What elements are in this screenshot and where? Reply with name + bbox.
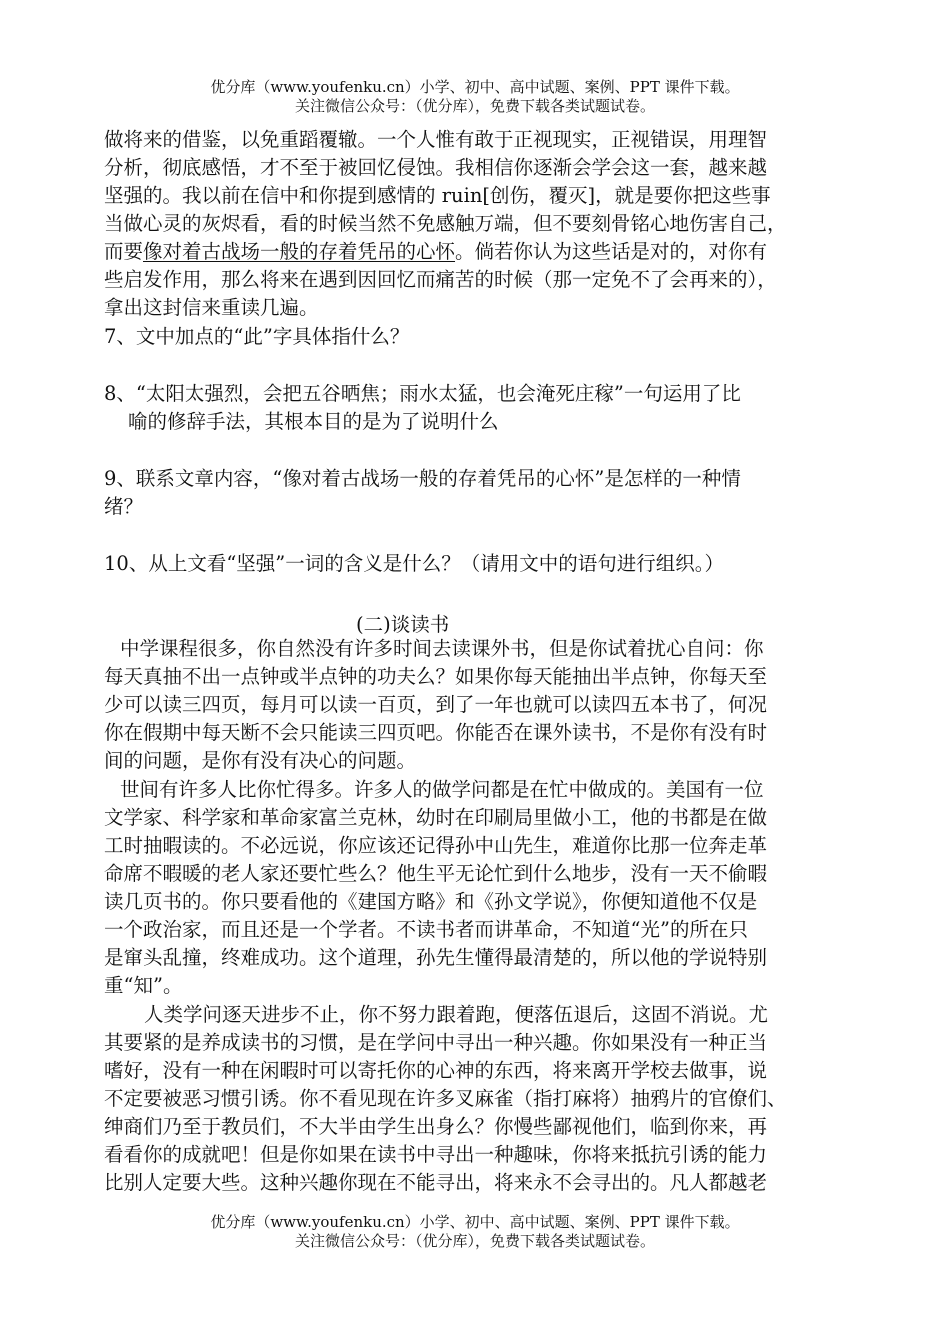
passage-text: 而要 [104,240,144,263]
question-10: 10、从上文看“坚强”一词的含义是什么？（请用文中的语句进行组织。） [104,552,725,575]
question-8: 8、“太阳太强烈，会把五谷晒焦；雨水太猛，也会淹死庄稼”一句运用了比 [104,382,741,405]
passage-text: 。倘若你认为这些话是对的，对你有 [455,240,768,263]
paragraph-1-line: 少可以读三四页，每月可以读一百页，到了一年也就可以读四五本书了，何况 [104,693,768,716]
paragraph-2-line: 读几页书的。你只要看他的《建国方略》和《孙文学说》，你便知道他不仅是 [104,890,758,913]
section-title: (二)谈读书 [356,613,450,636]
page-header [0,78,950,116]
paragraph-3-line: 嗜好，没有一种在闲暇时可以寄托你的心神的东西，将来离开学校去做事，说 [104,1059,768,1082]
underlined-phrase: 像对着古战场一般的存着凭吊的心怀 [143,240,456,263]
paragraph-1-line: 你在假期中每天断不会只能读三四页吧。你能否在课外读书，不是你有没有时 [104,721,768,744]
paragraph-3-line: 比别人定要大些。这种兴趣你现在不能寻出，将来永不会寻出的。凡人都越老 [104,1171,768,1194]
paragraph-3-line: 不定要被恶习惯引诱。你不看见现在许多叉麻雀（指打麻将）抽鸦片的官僚们、 [104,1087,787,1110]
paragraph-2-line: 文学家、科学家和革命家富兰克林，幼时在印刷局里做小工，他的书都是在做 [104,806,768,829]
footer-line-1: 优分库（www.youfenku.cn）小学、初中、高中试题、案例、PPT 课件下载。 [210,1213,740,1231]
paragraph-3-line: 人类学问逐天进步不止，你不努力跟着跑，便落伍退后，这固不消说。尤 [144,1003,769,1026]
paragraph-1-line: 间的问题，是你有没有决心的问题。 [104,749,417,772]
header-line-2: 关注微信公众号：（优分库），免费下载各类试题试卷。 [294,97,655,115]
passage-line: 坚强的。我以前在信中和你提到感情的 ruin[创伤，覆灭]，就是要你把这些事 [104,184,771,207]
passage-line: 拿出这封信来重读几遍。 [104,296,319,319]
question-7: 7、文中加点的“此”字具体指什么？ [104,325,410,348]
header-line-1: 优分库（www.youfenku.cn）小学、初中、高中试题、案例、PPT 课件下载。 [210,78,740,96]
paragraph-2-line: 重“知”。 [104,974,183,997]
passage-line: 当做心灵的灰烬看，看的时候当然不免感触万端，但不要刻骨铭心地伤害自己， [104,212,787,235]
paragraph-3-line: 看看你的成就吧！但是你如果在读书中寻出一种趣味，你将来抵抗引诱的能力 [104,1143,768,1166]
passage-line [104,238,767,266]
page-footer [0,1213,950,1251]
paragraph-2-line: 一个政治家，而且还是一个学者。不读书者而讲革命，不知道“光”的所在只 [104,918,748,941]
paragraph-3-line: 其要紧的是养成读书的习惯，是在学问中寻出一种兴趣。你如果没有一种正当 [104,1031,768,1054]
passage-line: 些启发作用，那么将来在遇到因回忆而痛苦的时候（那一定免不了会再来的）， [104,268,777,291]
footer-line-2: 关注微信公众号：（优分库），免费下载各类试题试卷。 [294,1232,655,1250]
paragraph-2-line: 世间有许多人比你忙得多。许多人的做学问都是在忙中做成的。美国有一位 [120,778,764,801]
paragraph-1-line: 每天真抽不出一点钟或半点钟的功夫么？如果你每天能抽出半点钟，你每天至 [104,665,768,688]
question-9-cont: 绪？ [104,495,144,518]
passage-line: 分析，彻底感悟，才不至于被回忆侵蚀。我相信你逐渐会学会这一套，越来越 [104,156,768,179]
question-9: 9、联系文章内容，“像对着古战场一般的存着凭吊的心怀”是怎样的一种情 [104,467,741,490]
paragraph-1-line: 中学课程很多，你自然没有许多时间去读课外书，但是你试着扰心自问：你 [120,637,764,660]
paragraph-3-line: 绅商们乃至于教员们，不大半由学生出身么？你慢些鄙视他们，临到你来，再 [104,1115,768,1138]
paragraph-2-line: 工时抽暇读的。不必远说，你应该还记得孙中山先生，难道你比那一位奔走革 [104,834,768,857]
paragraph-2-line: 命席不暇暖的老人家还要忙些么？他生平无论忙到什么地步，没有一天不偷暇 [104,862,768,885]
paragraph-2-line: 是窜头乱撞，终难成功。这个道理，孙先生懂得最清楚的，所以他的学说特别 [104,946,768,969]
question-8-cont: 喻的修辞手法，其根本目的是为了说明什么 [128,410,499,433]
passage-line: 做将来的借鉴，以免重蹈覆辙。一个人惟有敢于正视现实，正视错误，用理智 [104,128,768,151]
